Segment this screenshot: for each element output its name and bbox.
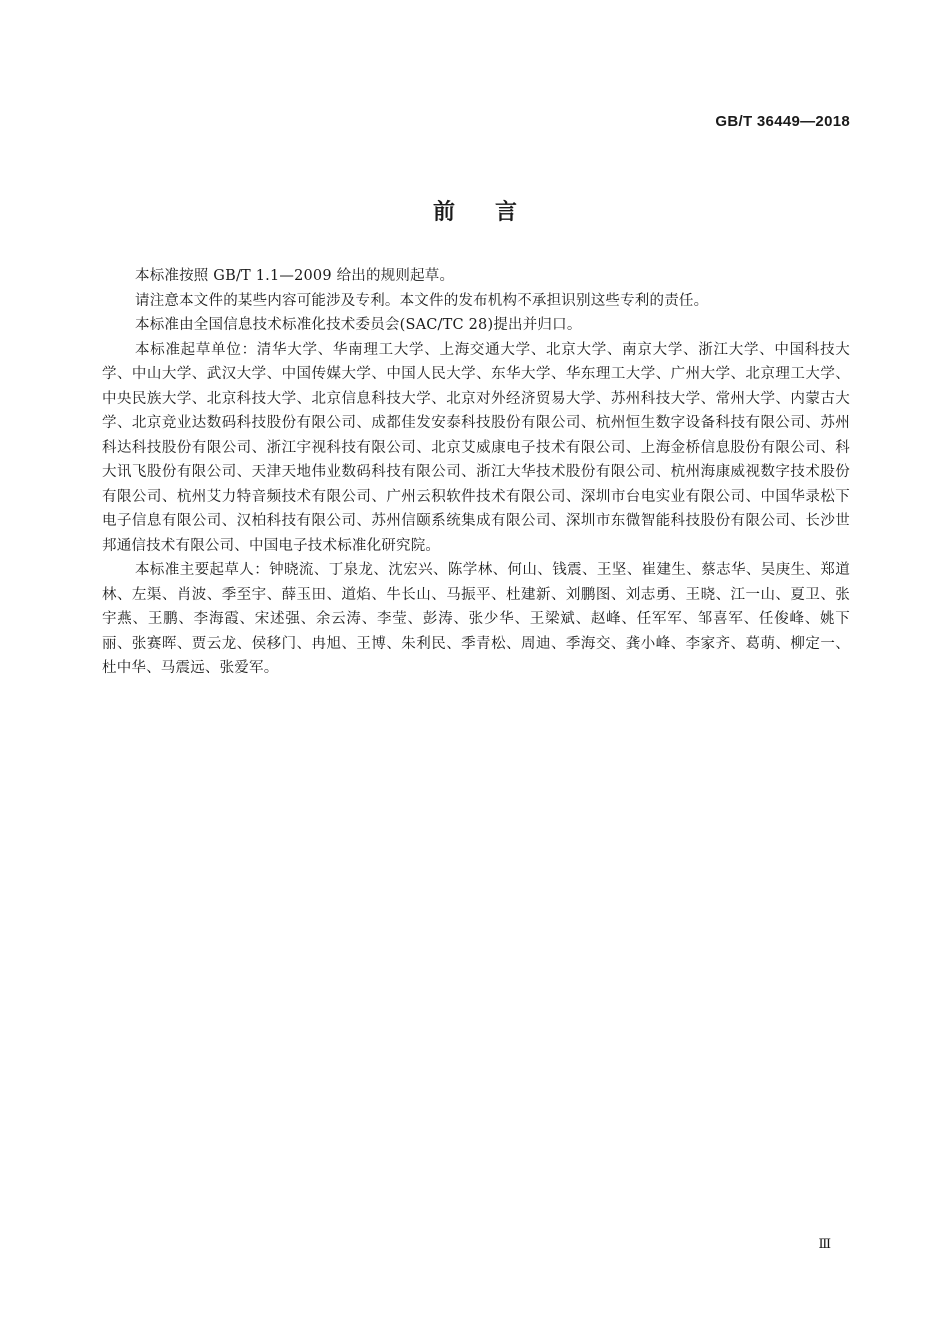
page-title: 前言 (432, 200, 557, 225)
paragraph-proposer: 本标准由全国信息技术标准化技术委员会(SAC/TC 28)提出并归口。 (135, 317, 582, 333)
standard-code: GB/T 36449—2018 (715, 113, 850, 130)
page-number: Ⅲ (818, 1236, 831, 1251)
paragraph-drafting-rules: 本标准按照 GB/T 1.1—2009 给出的规则起草。 (135, 268, 455, 284)
paragraph-drafters: 本标准主要起草人：钟晓流、丁泉龙、沈宏兴、陈学林、何山、钱震、王坚、崔建生、蔡志华、吴庚生、郑道林、左渠、肖波、季至宇、薛玉田、道焰、牛长山、马振平、杜建新、刘鹏图、刘志勇、王晓、江一山、夏卫、张宇燕、王鹏、李海霞、宋述强、余云涛、李莹、彭涛、张少华、王梁斌、赵峰、任军军、邹喜军、任俊峰、姚下丽、张赛晖、贾云龙、侯移门、冉旭、王博、朱利民、季青松、周迪、季海交、龚小峰、李家齐、葛萌、柳定一、杜中华、马震远、张爱军。 (102, 562, 850, 676)
paragraph-drafting-units: 本标准起草单位：清华大学、华南理工大学、上海交通大学、北京大学、南京大学、浙江大学、中国科技大学、中山大学、武汉大学、中国传媒大学、中国人民大学、东华大学、华东理工大学、广州大学、北京理工大学、中央民族大学、北京科技大学、北京信息科技大学、北京对外经济贸易大学、苏州科技大学、常州大学、内蒙古大学、北京竞业达数码科技股份有限公司、成都佳发安泰科技股份有限公司、杭州恒生数字设备科技有限公司、苏州科达科技股份有限公司、浙江宇视科技有限公司、北京艾威康电子技术有限公司、上海金桥信息股份有限公司、科大讯飞股份有限公司、天津天地伟业数码科技有限公司、浙江大华技术股份有限公司、杭州海康威视数字技术股份有限公司、杭州艾力特音频技术有限公司、广州云积软件技术有限公司、深圳市台电实业有限公司、中国华录松下电子信息有限公司、汉柏科技有限公司、苏州信颐系统集成有限公司、深圳市东微智能科技股份有限公司、长沙世邦通信技术有限公司、中国电子技术标准化研究院。 (102, 341, 850, 554)
foreword-body (102, 264, 850, 681)
paragraph-patent-notice: 请注意本文件的某些内容可能涉及专利。本文件的发布机构不承担识别这些专利的责任。 (135, 292, 709, 309)
